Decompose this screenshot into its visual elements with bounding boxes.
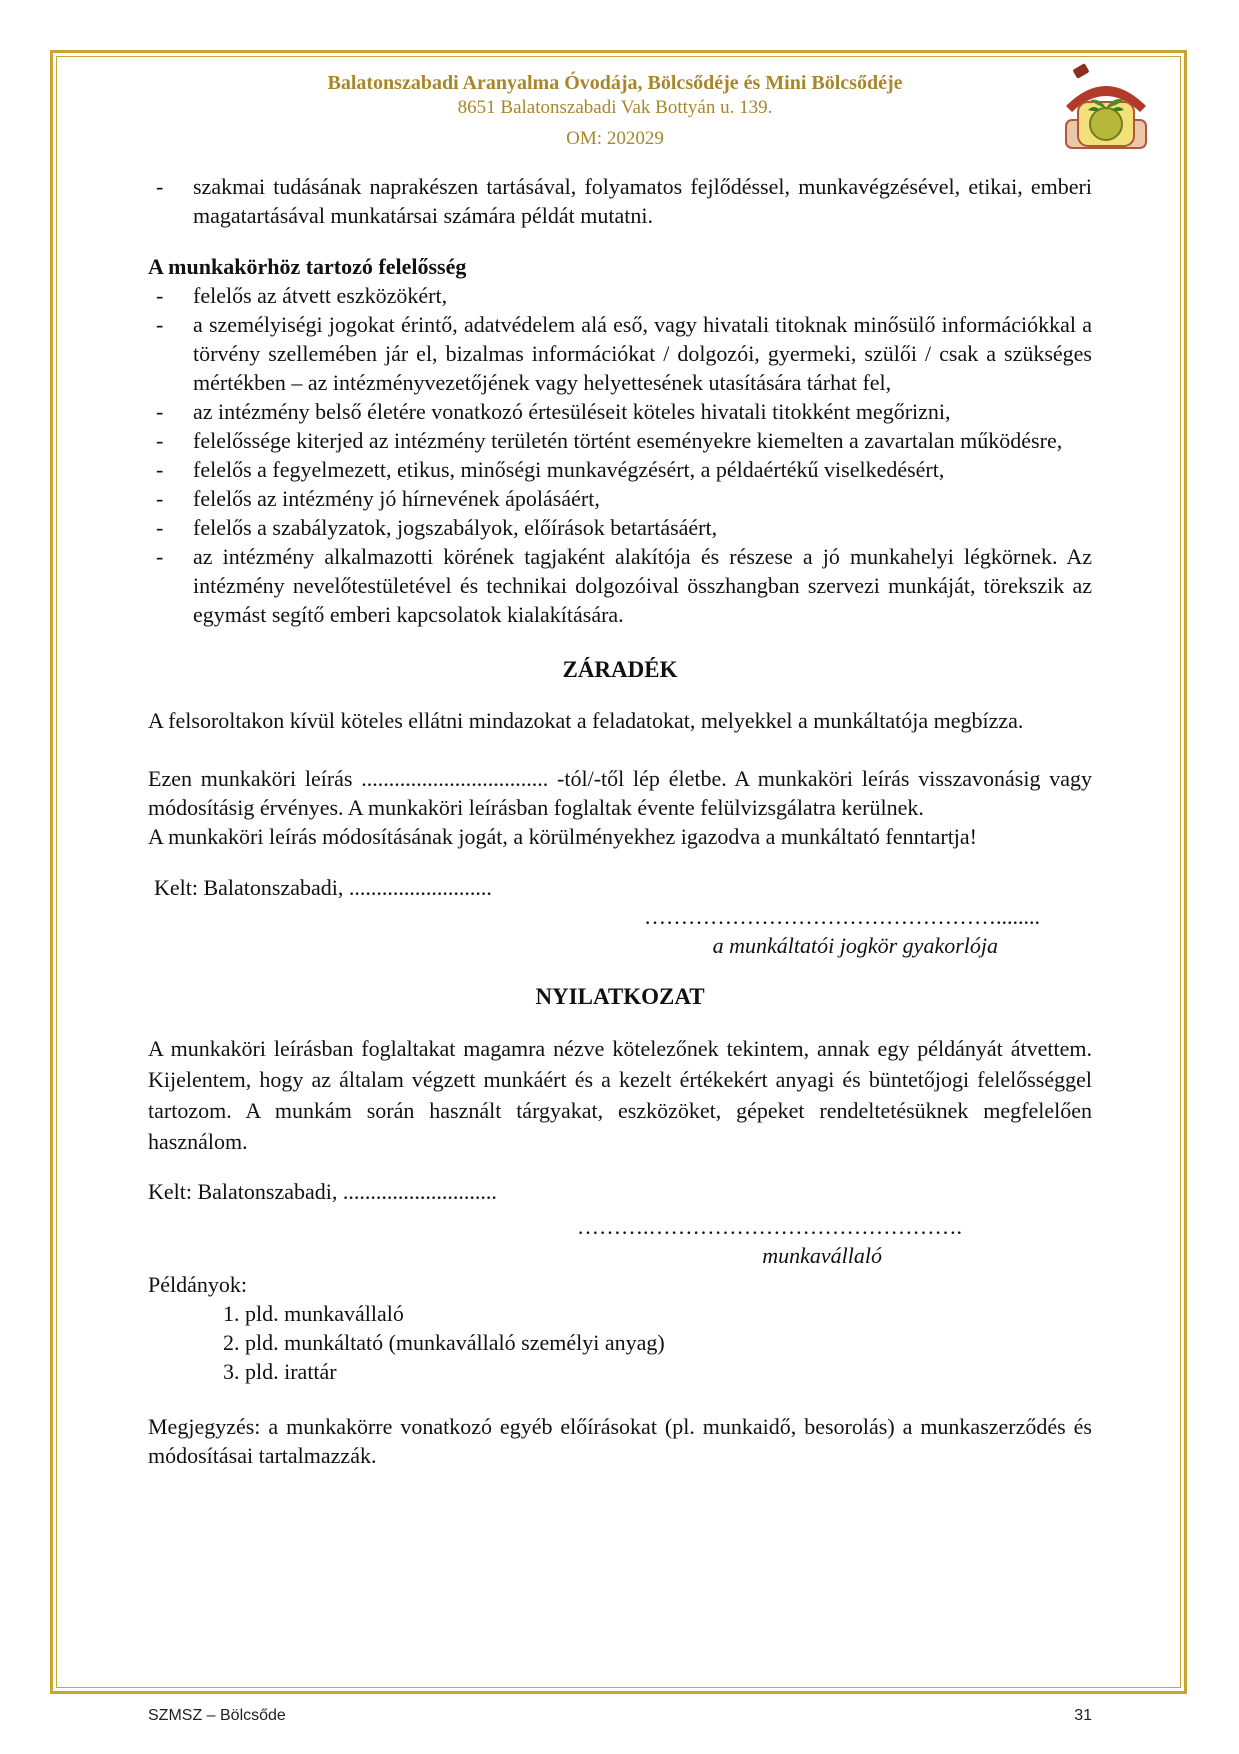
peldanyok-title: Példányok:	[148, 1272, 247, 1297]
employer-signature	[148, 902, 1092, 931]
list-item: - felelős a szabályzatok, jogszabályok, előírások betartásáért,	[148, 513, 1092, 542]
list-item: - szakmai tudásának naprakészen tartásával, folyamatos fejlődéssel, munkavégzésével, etikai, emberi magatartásával munkatársai számára példát mutatni.	[148, 172, 1092, 230]
signature-label: a munkáltatói jogkör gyakorlója	[712, 933, 998, 958]
institution-om: OM: 202029	[566, 128, 664, 149]
list-item: - felelős az intézmény jó hírnevének ápolásáért,	[148, 484, 1092, 513]
list-item: 3. pld. irattár	[223, 1359, 337, 1384]
zaradek-paragraph-3: A munkaköri leírás módosításának jogát, a körülményekhez igazodva a munkáltató fenntartja!	[148, 824, 978, 849]
list-item: 1. pld. munkavállaló	[223, 1301, 404, 1326]
zaradek-kelt: Kelt: Balatonszabadi, ..........................	[154, 875, 492, 900]
institution-address: 8651 Balatonszabadi Vak Bottyán u. 139.	[457, 97, 773, 118]
zaradek-title: ZÁRADÉK	[562, 657, 678, 682]
kindergarten-logo-icon	[1060, 62, 1152, 154]
institution-name: Balatonszabadi Aranyalma Óvodája, Bölcsődéje és Mini Bölcsődéje	[327, 72, 903, 94]
list-item: - felelőssége kiterjed az intézmény területén történt eseményekre kiemelten a zavartalan működésre,	[148, 426, 1092, 455]
zaradek-paragraph-1: A felsoroltakon kívül köteles ellátni mindazokat a feladatokat, melyekkel a munkáltatója megbízza.	[148, 708, 1024, 733]
list-item: - az intézmény belső életére vonatkozó értesüléseit köteles hivatali titokként megőrizni,	[148, 397, 1092, 426]
nyilatkozat-title: NYILATKOZAT	[535, 984, 705, 1009]
list-item: - felelős az átvett eszközökért,	[148, 281, 1092, 310]
list-item: - felelős a fegyelmezett, etikus, minőségi munkavégzésért, a példaértékű viselkedésért,	[148, 455, 1092, 484]
signature-line: ……….…………………………………….	[577, 1214, 962, 1239]
list-item: 2. pld. munkáltató (munkavállaló személyi anyag)	[223, 1330, 665, 1355]
list-item: - az intézmény alkalmazotti körének tagjaként alakítója és részese a jó munkahelyi légkörnek. Az intézmény nevelőtestületével és technikai dolgozóival összhangban szervezi munkáját, törekszik az egymást segítő emberi kapcsolatok kialakítására.	[148, 542, 1092, 629]
signature-label: munkavállaló	[762, 1243, 882, 1268]
list-item: - a személyiségi jogokat érintő, adatvédelem alá eső, vagy hivatali titoknak minősülő információkkal a törvény szellemében jár el, bizalmas információkat / dolgozói, gyermeki, szülői / csak a szükséges mértékben – az intézményvezetőjének vagy helyettesének utasítására tárhat fel,	[148, 310, 1092, 397]
signature-line: …………………………………………........	[644, 904, 1040, 929]
peldanyok-list	[148, 1299, 1092, 1386]
page-footer	[148, 1707, 1092, 1725]
nyilatkozat-kelt: Kelt: Balatonszabadi, ............................	[148, 1179, 497, 1204]
responsibility-title: A munkakörhöz tartozó felelősség	[148, 254, 467, 279]
page-number: 31	[1074, 1707, 1092, 1724]
page-content	[148, 172, 1092, 1470]
footer-title: SZMSZ – Bölcsőde	[148, 1707, 286, 1724]
intro-list	[148, 172, 1092, 230]
responsibility-list	[148, 281, 1092, 629]
megjegyzes: Megjegyzés: a munkakörre vonatkozó egyéb előírásokat (pl. munkaidő, besorolás) a munkaszerződés és módosításai tartalmazzák.	[148, 1414, 1092, 1468]
employee-signature	[148, 1212, 1092, 1241]
zaradek-paragraph-2: Ezen munkaköri leírás .................................. -tól/-től lép életbe. A munkaköri leírás visszavonásig vagy módosításig érvényes. A munkaköri leírásban foglaltak évente felülvizsgálatra kerülnek.	[148, 766, 1092, 820]
nyilatkozat-paragraph: A munkaköri leírásban foglaltakat magamra nézve kötelezőnek tekintem, annak egy példányát átvettem. Kijelentem, hogy az általam végzett munkáért és a kezelt értékekért anyagi és büntetőjogi felelősséggel tartozom. A munkám során használt tárgyakat, eszközöket, gépeket rendeltetésüknek megfelelően használom.	[148, 1036, 1092, 1154]
letterhead	[120, 72, 1110, 150]
